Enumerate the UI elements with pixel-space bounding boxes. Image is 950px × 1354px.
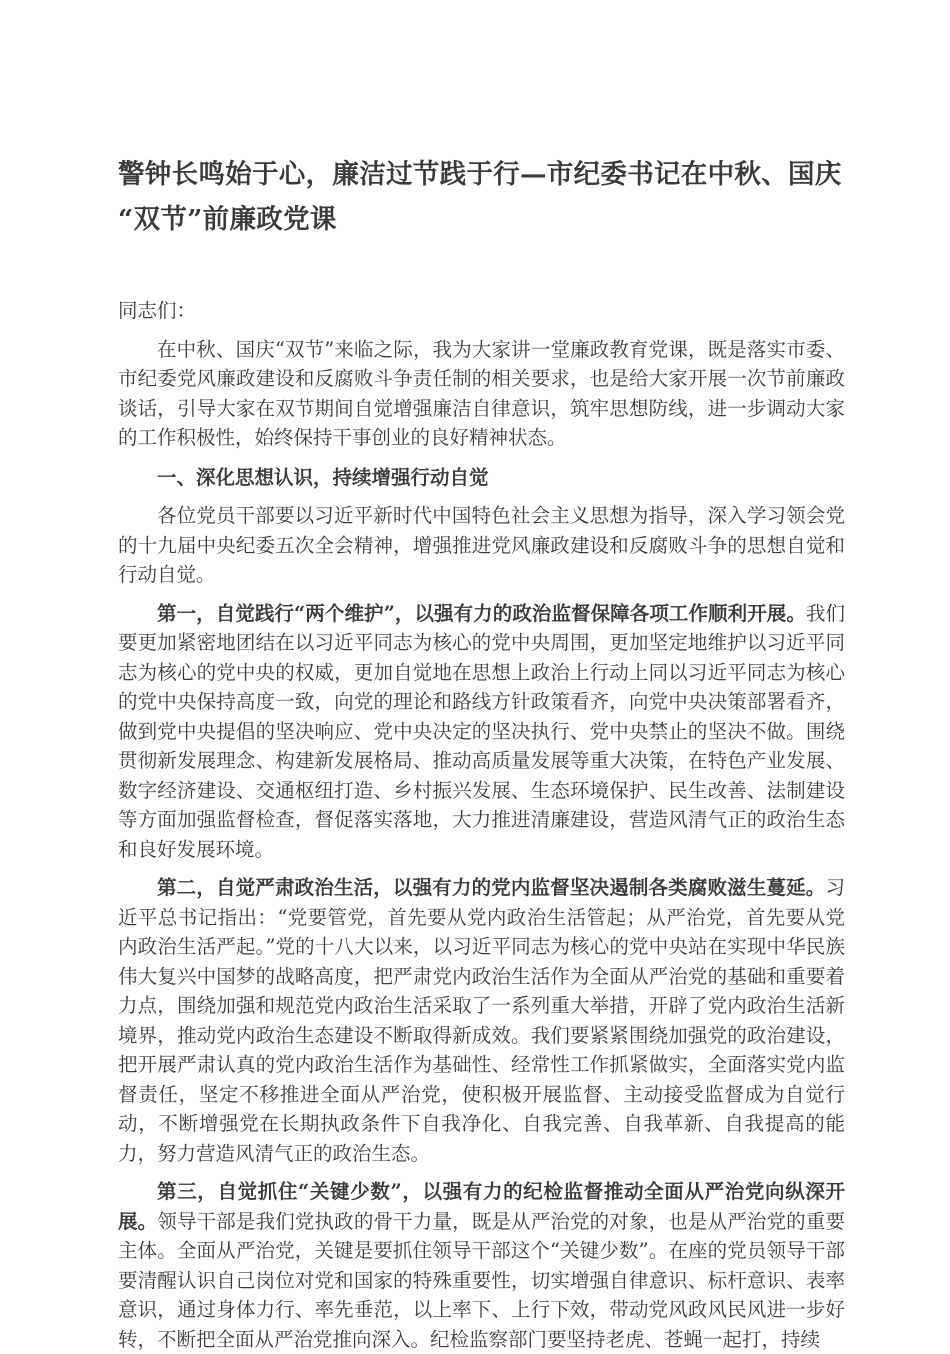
section-1-point-3 bbox=[118, 1177, 845, 1354]
section-1-point-2 bbox=[118, 873, 845, 1168]
page-title bbox=[118, 0, 845, 242]
point-2-lead: 第二，自觉严肃政治生活，以强有力的党内监督坚决遏制各类腐败滋生蔓延。 bbox=[157, 876, 826, 899]
point-3-body: 领导干部是我们党执政的骨干力量，既是从严治党的对象，也是从严治党的重要主体。全面从严治党，关键是要抓住领导干部这个“关键少数”。在座的党员领导干部要清醒认识自己岗位对党和国家的特殊重要性，切实增强自律意识、标杆意识、表率意识，通过身体力行、率先垂范，以上率下、上行下效，带动党风政风民风进一步好转，不断把全面从严治党推向深入。纪检监察部门要坚持老虎、苍蝇一起打，持续 bbox=[118, 1209, 845, 1351]
point-2-body: 习近平总书记指出：“党要管党，首先要从党内政治生活管起；从严治党，首先要从党内政治生活严起。”党的十八大以来，以习近平同志为核心的党中央站在实现中华民族伟大复兴中国梦的战略高度，把严肃党内政治生活作为全面从严治党的基础和重要着力点，围绕加强和规范党内政治生活采取了一系列重大举措，开辟了党内政治生活新境界，推动党内政治生态建设不断取得新成效。我们要紧紧围绕加强党的政治建设，把开展严肃认真的党内政治生活作为基础性、经常性工作抓紧做实，全面落实党内监督责任，坚定不移推进全面从严治党，使积极开展监督、主动接受监督成为自觉行动，不断增强党在长期执政条件下自我净化、自我完善、自我革新、自我提高的能力，努力营造风清气正的政治生态。 bbox=[118, 876, 845, 1165]
section-1-point-1 bbox=[118, 599, 845, 865]
page-title-text: 警钟长鸣始于心，廉洁过节践于行—市纪委书记在中秋、国庆“双节”前廉政党课 bbox=[118, 159, 842, 235]
document-content bbox=[118, 0, 845, 1354]
section-heading-1: 一、深化思想认识，持续增强行动自觉 bbox=[157, 465, 489, 489]
point-1-lead: 第一，自觉践行“两个维护”，以强有力的政治监督保障各项工作顺利开展。 bbox=[157, 601, 806, 625]
section-1-intro-paragraph: 各位党员干部要以习近平新时代中国特色社会主义思想为指导，深入学习领会党的十九届中央纪委五次全会精神，增强推进党风廉政建设和反腐败斗争的思想自觉和行动自觉。 bbox=[118, 504, 845, 586]
salutation: 同志们： bbox=[118, 299, 197, 322]
point-3-lead: 第三，自觉抓住“关键少数”，以强有力的纪检监督推动全面从严治党向纵深开展。 bbox=[118, 1180, 845, 1233]
point-1-body: 我们要更加紧密地团结在以习近平同志为核心的党中央周围，更加坚定地维护以习近平同志为核心的党中央的权威，更加自觉地在思想上政治上行动上同以习近平同志为核心的党中央保持高度一致，向党的理论和路线方针政策看齐，向党中央决策部署看齐，做到党中央提倡的坚决响应、党中央决定的坚决执行、党中央禁止的坚决不做。围绕贯彻新发展理念、构建新发展格局、推动高质量发展等重大决策，在特色产业发展、数字经济建设、交通枢纽打造、乡村振兴发展、生态环境保护、民生改善、法制建设等方面加强监督检查，督促落实落地，大力推进清廉建设，营造风清气正的政治生态和良好发展环境。 bbox=[118, 601, 845, 861]
opening-paragraph: 在中秋、国庆“双节”来临之际，我为大家讲一堂廉政教育党课，既是落实市委、市纪委党风廉政建设和反腐败斗争责任制的相关要求，也是给大家开展一次节前廉政谈话，引导大家在双节期间自觉增强廉洁自律意识，筑牢思想防线，进一步调动大家的工作积极性，始终保持干事创业的良好精神状态。 bbox=[118, 337, 845, 449]
